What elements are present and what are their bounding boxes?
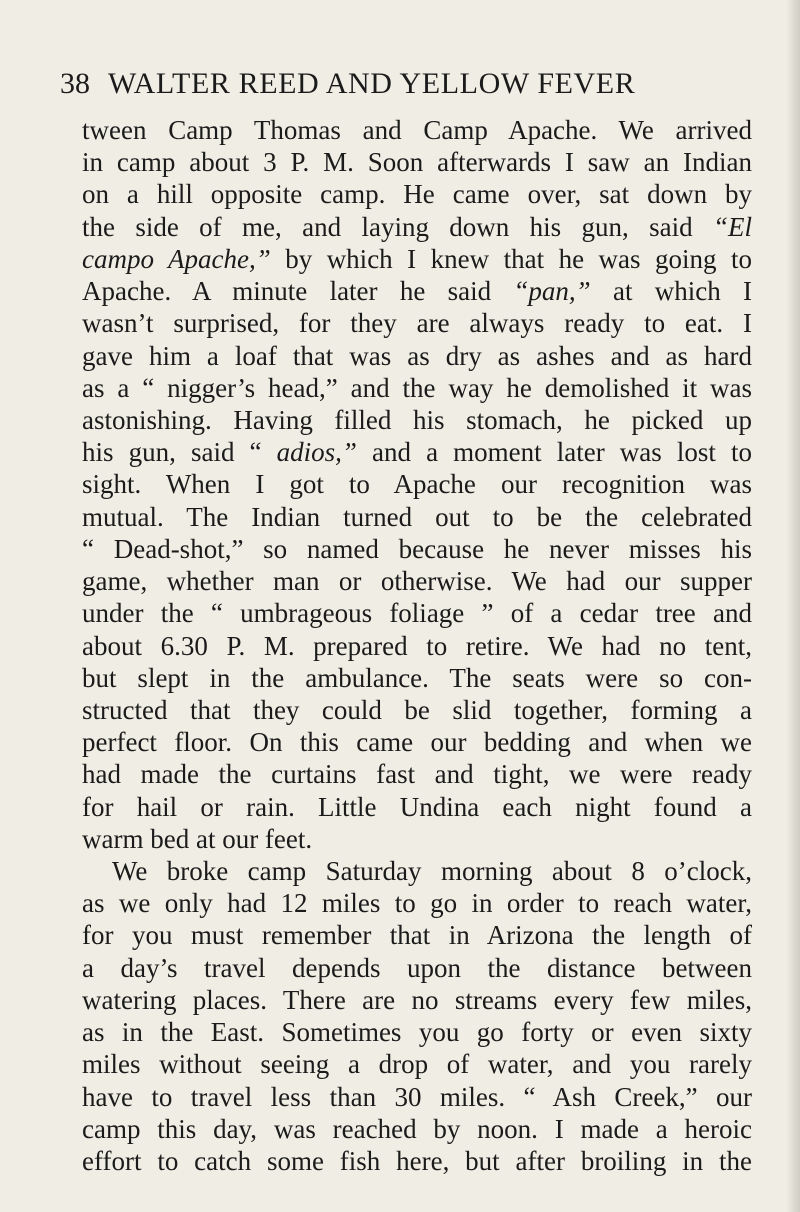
text-line: effort to catch some fish here, but after broiling in the <box>82 1146 752 1176</box>
text-line: as we only had 12 miles to go in order to reach water, <box>82 888 752 918</box>
text-line: his gun, said “ adios,” and a moment later was lost to <box>82 437 752 467</box>
text-line: have to travel less than 30 miles. “ Ash Creek,” our <box>82 1082 752 1112</box>
page-edge-shadow <box>786 0 800 1212</box>
text-line: about 6.30 P. M. prepared to retire. We had no tent, <box>82 631 752 661</box>
text-line: We broke camp Saturday morning about 8 o’clock, <box>112 856 752 886</box>
text-line: as in the East. Sometimes you go forty or even sixty <box>82 1017 752 1047</box>
text-line: mutual. The Indian turned out to be the celebrated <box>82 502 752 532</box>
text-line: a day’s travel depends upon the distance between <box>82 953 752 983</box>
text-line: had made the curtains fast and tight, we were ready <box>82 759 752 789</box>
text-line: as a “ nigger’s head,” and the way he demolished it was <box>82 373 752 403</box>
text-line: sight. When I got to Apache our recognition was <box>82 469 752 499</box>
text-line: watering places. There are no streams every few miles, <box>82 985 752 1015</box>
text-line: in camp about 3 P. M. Soon afterwards I saw an Indian <box>82 147 752 177</box>
text-line: for hail or rain. Little Undina each night found a <box>82 792 752 822</box>
text-line: wasn’t surprised, for they are always ready to eat. I <box>82 308 752 338</box>
text-line: perfect floor. On this came our bedding and when we <box>82 727 752 757</box>
text-line: Apache. A minute later he said “pan,” at which I <box>82 276 752 306</box>
running-head: WALTER REED AND YELLOW FEVER <box>108 67 636 100</box>
text-line: campo Apache,” by which I knew that he was going to <box>82 244 752 274</box>
text-line: gave him a loaf that was as dry as ashes and as hard <box>82 341 752 371</box>
text-line: on a hill opposite camp. He came over, sat down by <box>82 179 752 209</box>
text-line: camp this day, was reached by noon. I made a heroic <box>82 1114 752 1144</box>
text-line: the side of me, and laying down his gun, said “El <box>82 212 752 242</box>
text-line: astonishing. Having filled his stomach, he picked up <box>82 405 752 435</box>
page-number: 38 <box>60 67 90 100</box>
text-line: structed that they could be slid together, forming a <box>82 695 752 725</box>
text-line: tween Camp Thomas and Camp Apache. We arrived <box>82 115 752 145</box>
text-line: miles without seeing a drop of water, and you rarely <box>82 1049 752 1079</box>
text-line: “ Dead-shot,” so named because he never misses his <box>82 534 752 564</box>
text-line: warm bed at our feet. <box>82 824 313 854</box>
page-header <box>60 64 750 104</box>
text-line: under the “ umbrageous foliage ” of a cedar tree and <box>82 598 752 628</box>
text-line: game, whether man or otherwise. We had our supper <box>82 566 752 596</box>
text-line: for you must remember that in Arizona the length of <box>82 920 752 950</box>
text-line: but slept in the ambulance. The seats were so con- <box>82 663 752 693</box>
